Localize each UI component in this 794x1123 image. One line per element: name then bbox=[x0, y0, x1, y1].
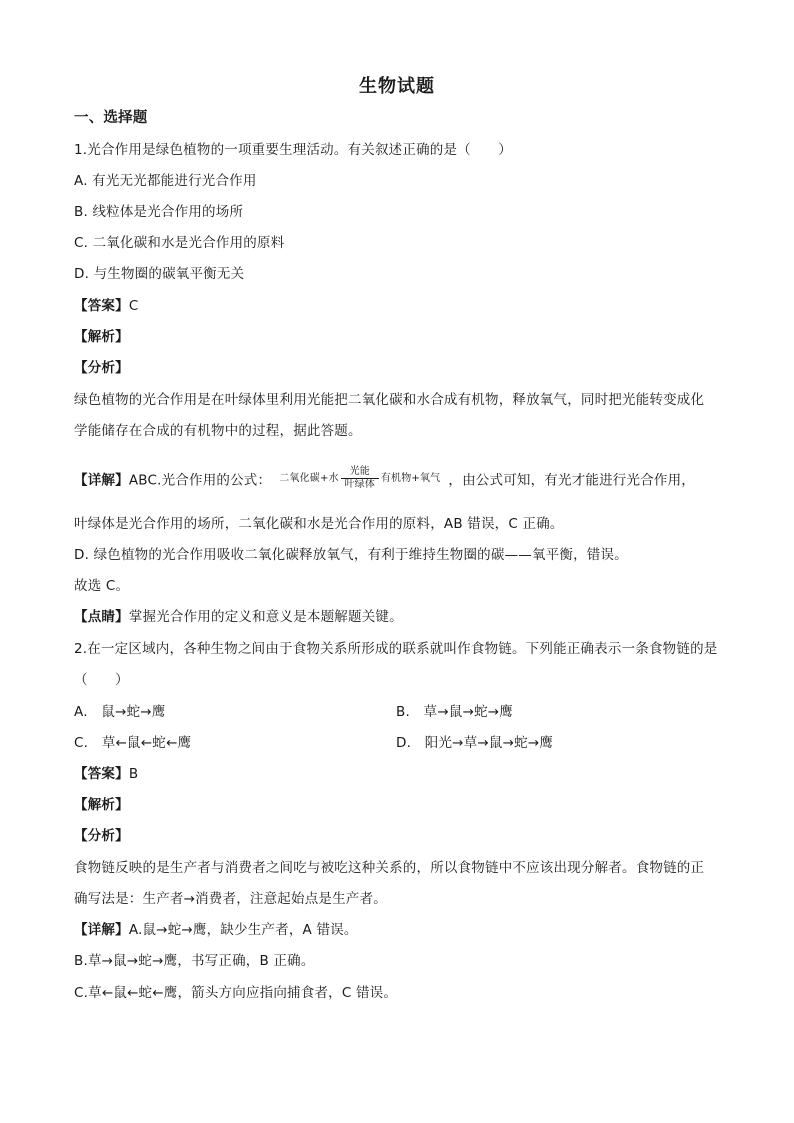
question-2-stem-line-2: （ ） bbox=[74, 672, 129, 688]
q1-detail-line-2: D. 绿色植物的光合作用吸收二氧化碳释放氧气，有利于维持生物圈的碳——氧平衡，错误。 bbox=[74, 547, 628, 563]
formula-arrow bbox=[341, 466, 379, 491]
answer-value: B bbox=[128, 766, 139, 782]
q2-option-b: B. 草→鼠→蛇→鹰 bbox=[396, 704, 513, 720]
q2-jiexi-label: 【解析】 bbox=[74, 797, 129, 813]
q2-detail-line-1 bbox=[74, 920, 358, 940]
answer-value: C bbox=[128, 298, 139, 314]
detail-post: ，由公式可知，有光才能进行光合作用， bbox=[448, 472, 695, 489]
q1-option-a: A. 有光无光都能进行光合作用 bbox=[74, 173, 257, 189]
q1-fenxi-label: 【分析】 bbox=[74, 360, 129, 376]
formula-left: 二氧化碳+水 bbox=[279, 472, 339, 484]
q1-jiexi-label: 【解析】 bbox=[74, 329, 129, 345]
q1-dianjing bbox=[74, 607, 403, 627]
detail-label: 【详解】 bbox=[74, 472, 129, 489]
detail-first: A.鼠→蛇→鹰，缺少生产者，A 错误。 bbox=[128, 922, 358, 938]
q2-fenxi-label: 【分析】 bbox=[74, 828, 129, 844]
q1-detail-formula-line bbox=[74, 468, 695, 493]
photosynthesis-formula bbox=[279, 466, 440, 491]
q2-option-c: C. 草←鼠←蛇←鹰 bbox=[74, 735, 192, 751]
q2-detail-line-2: B.草→鼠→蛇→鹰，书写正确，B 正确。 bbox=[74, 953, 315, 969]
dianjing-text: 掌握光合作用的定义和意义是本题解题关键。 bbox=[128, 609, 403, 625]
q2-answer bbox=[74, 764, 138, 784]
q1-answer bbox=[74, 296, 138, 316]
q1-option-b: B. 线粒体是光合作用的场所 bbox=[74, 204, 244, 220]
detail-label: 【详解】 bbox=[74, 922, 129, 938]
answer-label: 【答案】 bbox=[74, 766, 129, 782]
section-heading: 一、选择题 bbox=[74, 110, 148, 126]
q1-detail-line-1: 叶绿体是光合作用的场所，二氧化碳和水是光合作用的原料，AB 错误，C 正确。 bbox=[74, 516, 564, 532]
formula-condition-below: 叶绿体 bbox=[344, 479, 376, 490]
q1-option-d: D. 与生物圈的碳氧平衡无关 bbox=[74, 266, 245, 282]
formula-right: 有机物+氧气 bbox=[380, 472, 441, 484]
q1-analysis-line-2: 学能储存在合成的有机物中的过程，据此答题。 bbox=[74, 423, 362, 439]
q1-detail-line-3: 故选 C。 bbox=[74, 578, 130, 594]
question-1-stem: 1.光合作用是绿色植物的一项重要生理活动。有关叙述正确的是（ ） bbox=[74, 142, 512, 158]
q2-option-a: A. 鼠→蛇→鹰 bbox=[74, 704, 166, 720]
dianjing-label: 【点睛】 bbox=[74, 609, 129, 625]
formula-condition-above: 光能 bbox=[349, 466, 370, 477]
q2-option-d: D. 阳光→草→鼠→蛇→鹰 bbox=[396, 735, 554, 751]
page-title: 生物试题 bbox=[359, 76, 435, 97]
q1-option-c: C. 二氧化碳和水是光合作用的原料 bbox=[74, 235, 285, 251]
answer-label: 【答案】 bbox=[74, 298, 129, 314]
detail-pre: ABC.光合作用的公式： bbox=[128, 472, 272, 489]
q2-detail-line-3: C.草←鼠←蛇←鹰，箭头方向应指向捕食者，C 错误。 bbox=[74, 985, 398, 1001]
q1-analysis-line-1: 绿色植物的光合作用是在叶绿体里利用光能把二氧化碳和水合成有机物，释放氧气，同时把光能转变成化 bbox=[74, 392, 705, 408]
q2-analysis-line-2: 确写法是：生产者→消费者，注意起始点是生产者。 bbox=[74, 891, 387, 907]
question-2-stem-line-1: 2.在一定区域内，各种生物之间由于食物关系所形成的联系就叫作食物链。下列能正确表示一条食物链的是 bbox=[74, 641, 718, 657]
q2-analysis-line-1: 食物链反映的是生产者与消费者之间吃与被吃这种关系的，所以食物链中不应该出现分解者。食物链的正 bbox=[74, 860, 705, 876]
